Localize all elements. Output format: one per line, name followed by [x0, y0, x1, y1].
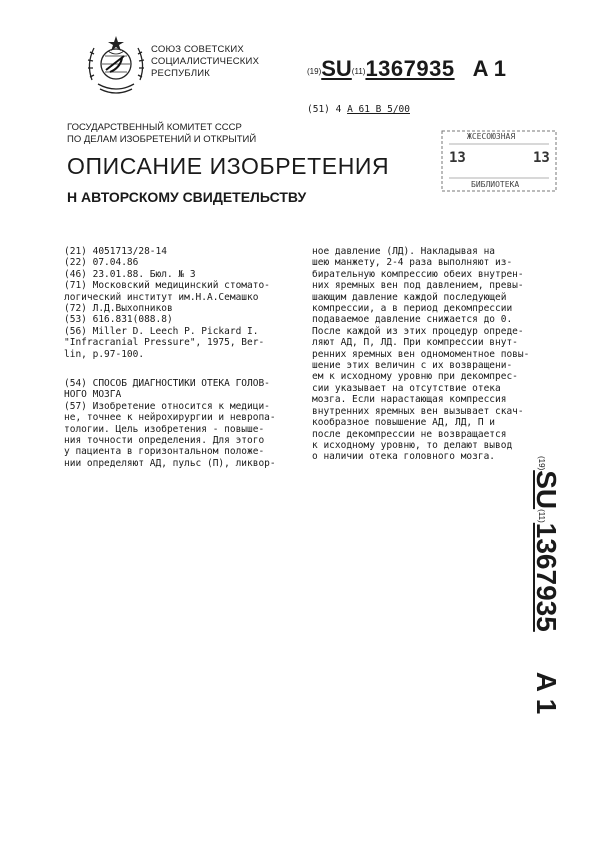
committee-name: [67, 122, 256, 146]
org-line: РЕСПУБЛИК: [151, 68, 211, 79]
abstract-line: После каждой из этих процедур опреде-: [312, 325, 524, 337]
ussr-emblem-icon: [84, 34, 148, 100]
biblio-line: (72) Л.Д.Выхопников: [64, 303, 173, 315]
code-19: (19): [307, 67, 322, 76]
library-stamp: [441, 130, 557, 192]
country-code: SU: [321, 56, 352, 81]
biblio-line: "Infracranial Pressure", 1975, Ber-: [64, 337, 265, 349]
abstract-line: внутренних яремных вен вызывает скач-: [312, 405, 524, 417]
committee-line: ГОСУДАРСТВЕННЫЙ КОМИТЕТ СССР: [67, 122, 242, 133]
abstract-line: шение этих величин с их возвращени-: [312, 360, 513, 372]
abstract-line: кообразное повышение АД, ЛД, П и: [312, 417, 496, 429]
side-publication-number: [530, 456, 562, 714]
abstract-line: ния точности определения. Для этого: [64, 435, 265, 447]
abstract-line: к исходному уровню, то делают вывод: [312, 439, 513, 451]
document-title: ОПИСАНИЕ ИЗОБРЕТЕНИЯ: [67, 153, 390, 179]
side-patent-number: 1367935: [531, 522, 562, 632]
abstract-line: нии определяют АД, пульс (П), ликвор-: [64, 457, 276, 469]
side-code-11: (11): [537, 509, 546, 523]
stamp-bottom-text: БИБЛИОТЕКА: [471, 180, 520, 189]
biblio-line: (71) Московский медицинский стомато-: [64, 280, 270, 292]
abstract-line: у пациента в горизонтальном положе-: [64, 446, 265, 458]
ipc-code: (51) 4: [307, 104, 342, 115]
abstract-line: (54) СПОСОБ ДИАГНОСТИКИ ОТЕКА ГОЛОВ-: [64, 378, 270, 389]
biblio-line: логический институт им.Н.А.Семашко: [64, 291, 259, 303]
abstract-line: них яремных вен под давлением, превы-: [312, 280, 524, 292]
abstract-line: сии указывает на отсутствие отека: [312, 382, 501, 394]
ipc-classification: [307, 104, 410, 115]
abstract-line: подаваемое давление снижается до 0.: [312, 314, 513, 326]
stamp-top-text: ЖСЕСОЮЗНАЯ: [467, 132, 516, 141]
abstract-line: ляют АД, П, ЛД. При компрессии внут-: [312, 337, 518, 349]
committee-line: ПО ДЕЛАМ ИЗОБРЕТЕНИЙ И ОТКРЫТИЙ: [67, 134, 257, 145]
stamp-right-number: 13: [533, 150, 550, 166]
abstract-line: компрессии, а в период декомпрессии: [312, 303, 513, 315]
abstract-line: не, точнее к нейрохирургии и невропа-: [64, 412, 276, 424]
stamp-left-number: 13: [449, 150, 466, 166]
abstract-right-column: [312, 246, 538, 463]
abstract-line: ренних яремных вен одномоментное повы-: [312, 348, 530, 360]
code-11: (11): [351, 67, 366, 76]
ipc-classes: A 61 B 5/00: [347, 104, 410, 115]
kind-code: A 1: [472, 56, 507, 81]
country-name: [151, 44, 259, 80]
abstract-line: шающим давление каждой последующей: [312, 291, 507, 303]
biblio-line: (46) 23.01.88. Бюл. № 3: [64, 268, 196, 280]
abstract-line: бирательную компрессию обеих внутрен-: [312, 268, 524, 280]
side-code-19: (19): [537, 456, 546, 471]
abstract-line: ем к исходному уровню при декомпрес-: [312, 371, 518, 383]
abstract-left-column: [64, 378, 300, 469]
org-line: СОЦИАЛИСТИЧЕСКИХ: [151, 56, 260, 67]
biblio-line: (53) 616.831(088.8): [64, 314, 173, 326]
patent-number: 1367935: [365, 56, 455, 81]
abstract-line: НОГО МОЗГА: [64, 389, 122, 401]
publication-number: [307, 56, 506, 82]
abstract-line: тологии. Цель изобретения - повыше-: [64, 423, 265, 435]
abstract-line: о наличии отека головного мозга.: [312, 451, 496, 463]
abstract-line: после декомпрессии не возвращается: [312, 428, 507, 440]
biblio-line: (22) 07.04.86: [64, 257, 139, 269]
side-country-code: SU: [531, 470, 562, 510]
bibliographic-data: [64, 246, 294, 360]
abstract-line: (57) Изобретение относится к медици-: [64, 400, 270, 412]
document-subtitle: Н АВТОРСКОМУ СВИДЕТЕЛЬСТВУ: [67, 189, 307, 205]
org-line: СОЮЗ СОВЕТСКИХ: [151, 44, 244, 55]
abstract-line: мозга. Если нарастающая компрессия: [312, 394, 507, 406]
biblio-line: (56) Miller D. Leech P. Pickard I.: [64, 325, 259, 337]
side-kind-code: A 1: [531, 671, 562, 715]
abstract-line: шею манжету, 2-4 раза выполняют из-: [312, 257, 513, 269]
abstract-line: ное давление (ЛД). Накладывая на: [312, 246, 496, 257]
biblio-line: lin, p.97-100.: [64, 348, 145, 360]
biblio-line: (21) 4051713/28-14: [64, 246, 167, 257]
